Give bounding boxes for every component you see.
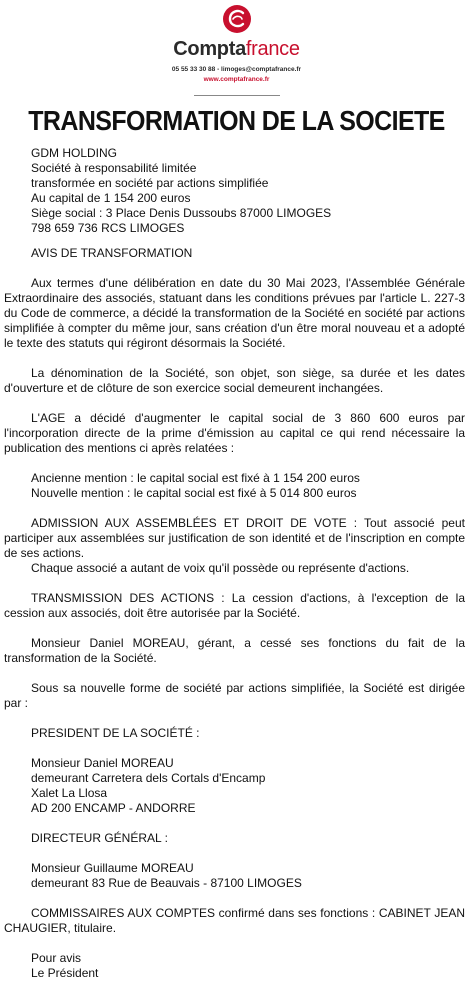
notice-heading: AVIS DE TRANSFORMATION — [31, 246, 193, 260]
paragraph-governance: Sous sa nouvelle forme de société par actions simplifiée, la Société est dirigée par : — [4, 681, 465, 710]
paragraph-deliberation: Aux termes d'une délibération en date du 30 Mai 2023, l'Assemblée Générale Extraordinaire des associés, statuant dans les conditions prévues par l'article L. 227-3 du Code de commerce, a décidé la transformation de la Société en société par actions simplifiée à compter du même jour, sans création d'un être moral nouveau et a adopté le texte des statuts qui régiront désormais la Société. — [4, 276, 465, 350]
director-block — [0, 861, 473, 891]
comptafrance-logo-icon — [222, 4, 252, 34]
closing-signatory: Le Président — [31, 966, 99, 980]
president-address-1: demeurant Carretera dels Cortals d'Encamp — [31, 771, 266, 785]
company-seat: Siège social : 3 Place Denis Dussoubs 87000 LIMOGES — [31, 206, 332, 220]
paragraph-share-transfer: TRANSMISSION DES ACTIONS : La cession d'actions, à l'exception de la cession aux associés, doit être autorisée par la Société. — [4, 591, 465, 620]
website-link[interactable]: www.comptafrance.fr — [203, 76, 270, 83]
president-name: Monsieur Daniel MOREAU — [31, 756, 174, 770]
brand-bold: Compta — [173, 38, 246, 60]
president-heading: PRESIDENT DE LA SOCIÉTÉ : — [31, 726, 200, 740]
brand-light: france — [245, 38, 300, 60]
brand-name — [0, 38, 473, 61]
closing-block — [0, 951, 473, 981]
company-rcs: 798 659 736 RCS LIMOGES — [31, 221, 185, 235]
contact-line: 05 55 33 30 88 - limoges@comptafrance.fr — [171, 66, 302, 73]
director-heading: DIRECTEUR GÉNÉRAL : — [31, 831, 168, 845]
company-capital: Au capital de 1 154 200 euros — [31, 191, 191, 205]
paragraph-manager-ceased: Monsieur Daniel MOREAU, gérant, a cessé ses fonctions du fait de la transformation de la Société. — [4, 636, 465, 665]
company-form: Société à responsabilité limitée — [31, 161, 197, 175]
letterhead — [0, 0, 473, 100]
company-name: GDM HOLDING — [31, 146, 118, 160]
header-divider — [194, 95, 280, 96]
closing-for-notice: Pour avis — [31, 951, 82, 965]
paragraph-admission: ADMISSION AUX ASSEMBLÉES ET DROIT DE VOTE : Tout associé peut participer aux assemblées sur justification de son identité et de l'inscription en compte de ses actions. — [4, 516, 465, 560]
notice-body — [0, 146, 473, 981]
paragraph-capital-increase: L'AGE a décidé d'augmenter le capital social de 3 860 600 euros par l'incorporation directe de la prime d'émission au capital ce qui rend nécessaire la publication des mentions ci après relatées : — [4, 411, 465, 455]
company-transformed: transformée en société par actions simplifiée — [31, 176, 269, 190]
director-name: Monsieur Guillaume MOREAU — [31, 861, 194, 875]
company-block — [0, 146, 473, 236]
president-block — [0, 756, 473, 816]
director-address: demeurant 83 Rue de Beauvais - 87100 LIMOGES — [31, 876, 302, 890]
paragraph-voting: Chaque associé a autant de voix qu'il possède ou représente d'actions. — [31, 561, 410, 575]
president-address-2: Xalet La Llosa — [31, 786, 108, 800]
mention-old: Ancienne mention : le capital social est fixé à 1 154 200 euros — [31, 471, 360, 485]
mention-new: Nouvelle mention : le capital social est fixé à 5 014 800 euros — [31, 486, 357, 500]
paragraph-auditors: COMMISSAIRES AUX COMPTES confirmé dans ses fonctions : CABINET JEAN CHAUGIER, titulaire. — [4, 906, 465, 935]
page-title: TRANSFORMATION DE LA SOCIETE — [28, 106, 445, 137]
paragraph-denomination: La dénomination de la Société, son objet, son siège, sa durée et les dates d'ouverture et de clôture de son exercice social demeurent inchangées. — [4, 366, 465, 395]
president-address-3: AD 200 ENCAMP - ANDORRE — [31, 801, 196, 815]
